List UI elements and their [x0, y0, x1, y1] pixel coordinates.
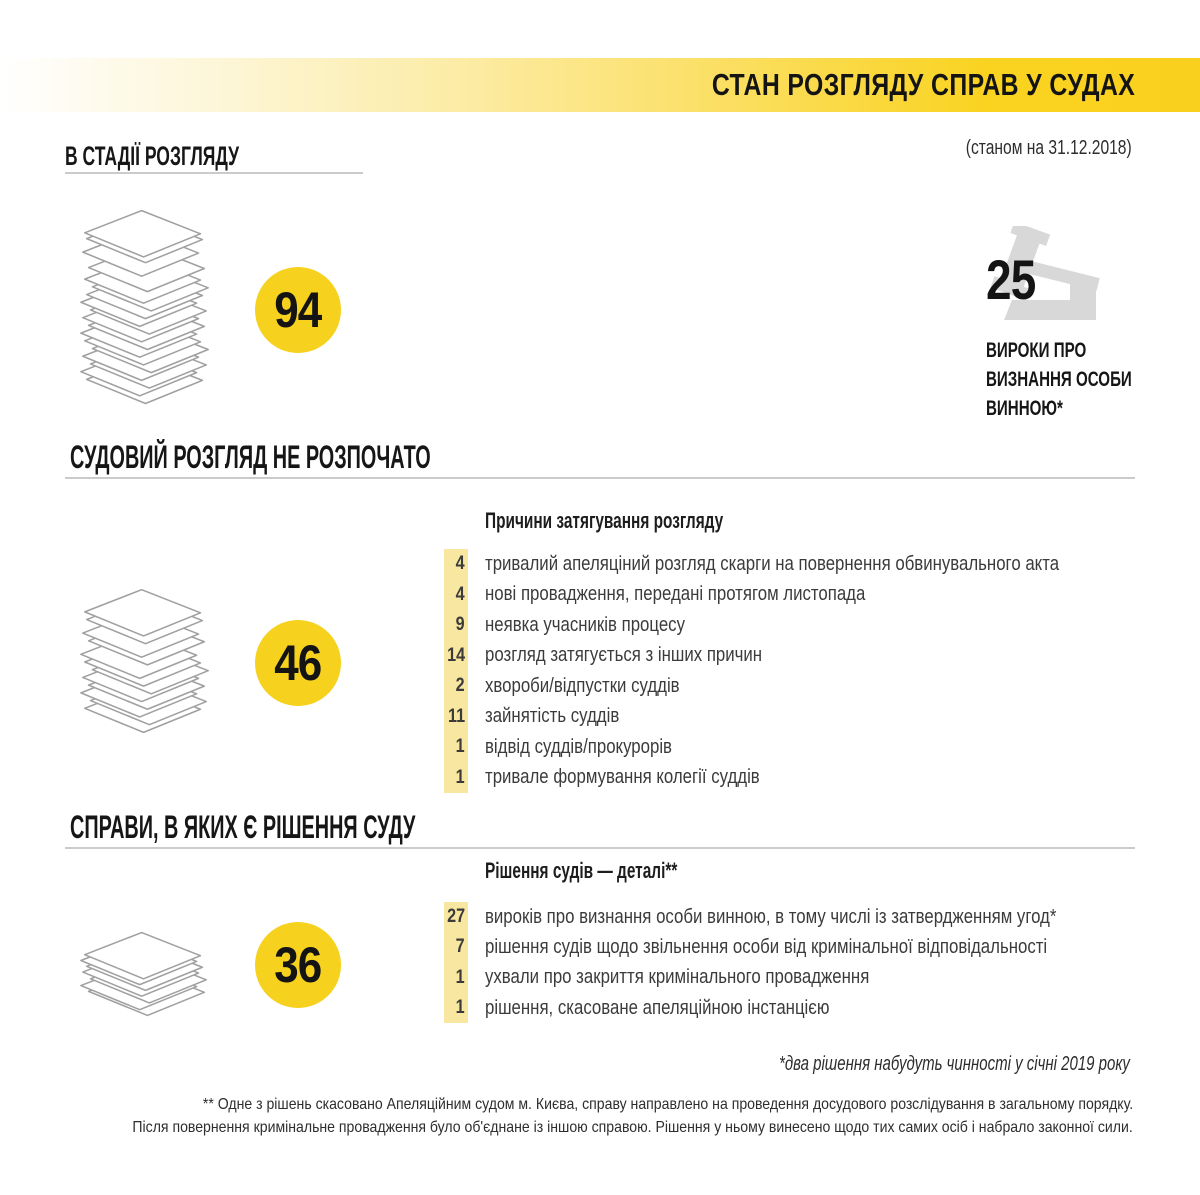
- item-label: тривале формування колегії суддів: [485, 766, 760, 789]
- list-item: [444, 610, 1168, 641]
- count-in-progress: 94: [274, 282, 322, 338]
- item-label: ухвали про закриття кримінального провадження: [485, 966, 870, 989]
- item-count: 2: [456, 675, 465, 697]
- footnote-double-line1: ** Одне з рішень скасовано Апеляційним судом м. Києва, справу направлено на проведення досудового розслідування в загальному порядку.: [202, 1096, 1133, 1113]
- item-count: 1: [456, 736, 465, 758]
- list-item: [444, 580, 1168, 611]
- footnote-asterisk: *два рішення набудуть чинності у січні 2019 року: [779, 1053, 1130, 1075]
- count-badge-decided: [255, 922, 341, 1008]
- verdicts-label: ВИРОКИ ПРО ВИЗНАННЯ ОСОБИ ВИННОЮ*: [986, 339, 1132, 420]
- as-of-date: (станом на 31.12.2018): [966, 137, 1132, 159]
- decisions-list: [444, 902, 1165, 1023]
- list-item: [444, 671, 1168, 702]
- section-underline: [65, 172, 363, 174]
- section-underline: [65, 477, 1135, 479]
- count-verdicts: 25: [986, 248, 1036, 311]
- list-item: [444, 549, 1168, 580]
- item-count: 1: [456, 766, 465, 788]
- item-label: вироків про визнання особи винною, в тому числі із затвердженням угод*: [485, 905, 1057, 928]
- item-count: 9: [456, 614, 465, 636]
- item-count: 11: [447, 705, 465, 727]
- item-count: 1: [456, 997, 465, 1019]
- item-label: відвід суддів/прокурорів: [485, 735, 672, 758]
- page-title: СТАН РОЗГЛЯДУ СПРАВ У СУДАХ: [711, 67, 1135, 102]
- count-not-started: 46: [274, 635, 322, 691]
- item-label: тривалий апеляціний розгляд скарги на повернення обвинувального акта: [485, 552, 1060, 575]
- item-count: 27: [447, 906, 465, 928]
- list-title-decisions: Рішення судів — деталі**: [485, 858, 678, 883]
- count-badge-in-progress: [255, 267, 341, 353]
- paper-stack-icon: [78, 586, 213, 738]
- item-label: хвороби/відпустки суддів: [485, 674, 680, 697]
- list-item: [444, 932, 1165, 962]
- title-banner: [0, 58, 1200, 112]
- list-item: [444, 732, 1168, 763]
- item-count: 4: [456, 583, 465, 605]
- item-count: 14: [447, 644, 465, 666]
- item-count: 4: [456, 553, 465, 575]
- list-item: [444, 902, 1165, 932]
- list-title-delays: Причини затягування розгляду: [485, 508, 724, 533]
- item-count: 7: [456, 936, 465, 958]
- list-item: [444, 641, 1168, 672]
- paper-stack-icon: [78, 206, 213, 412]
- item-label: розгляд затягується з інших причин: [485, 644, 763, 667]
- footnote-double-line2: Після повернення кримінальне провадження було об'єднане із іншою справою. Рішення у ньому винесено щодо тих самих осіб і набрало законної сили.: [132, 1119, 1133, 1136]
- delay-reasons-list: [444, 549, 1168, 793]
- list-item: [444, 963, 1165, 993]
- count-badge-not-started: [255, 620, 341, 706]
- item-label: рішення судів щодо звільнення особи від кримінальної відповідальності: [485, 935, 1048, 958]
- list-item: [444, 702, 1168, 733]
- list-item: [444, 993, 1165, 1023]
- paper-stack-icon: [78, 930, 213, 1018]
- section-heading-in-progress: В СТАДІЇ РОЗГЛЯДУ: [65, 141, 240, 171]
- list-item: [444, 763, 1168, 794]
- item-label: рішення, скасоване апеляційною інстанцією: [485, 996, 830, 1019]
- item-label: зайнятість суддів: [485, 705, 620, 728]
- section-heading-decided: СПРАВИ, В ЯКИХ Є РІШЕННЯ СУДУ: [70, 809, 416, 845]
- item-label: нові провадження, передані протягом листопада: [485, 583, 866, 606]
- item-count: 1: [456, 966, 465, 988]
- item-label: неявка учасників процесу: [485, 613, 685, 636]
- section-underline: [65, 847, 1135, 849]
- count-decided: 36: [274, 937, 322, 993]
- section-heading-not-started: СУДОВИЙ РОЗГЛЯД НЕ РОЗПОЧАТО: [70, 439, 431, 475]
